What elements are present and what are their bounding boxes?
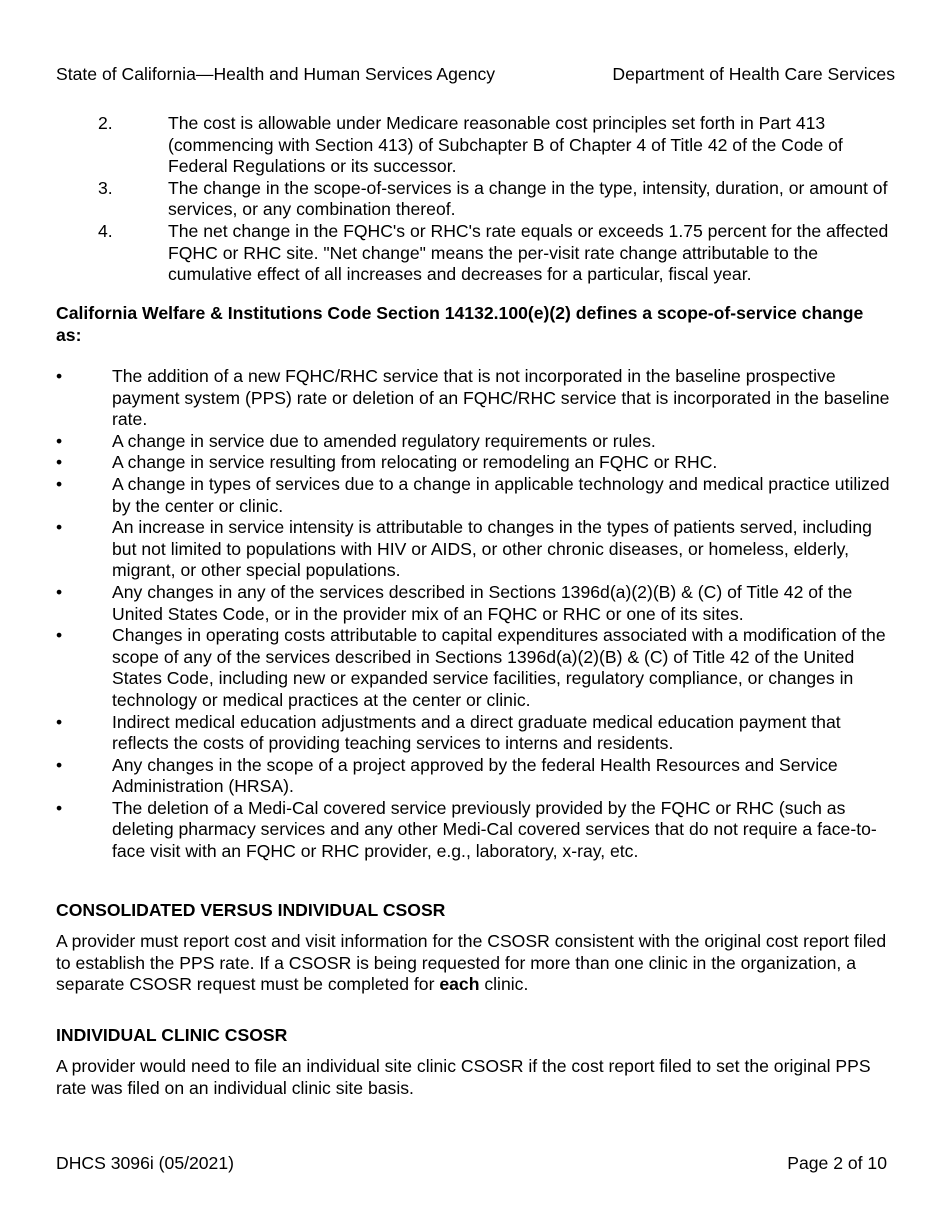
- list-item-text: A change in service due to amended regulatory requirements or rules.: [112, 430, 656, 451]
- consolidated-paragraph: [56, 931, 891, 996]
- bullet-icon: •: [56, 517, 63, 538]
- list-item: [56, 582, 896, 625]
- list-item-text: A change in types of services due to a change in applicable technology and medical practice utilized by the center or clinic.: [112, 473, 890, 516]
- consolidated-text-start: A provider must report cost and visit information for the CSOSR consistent with the original cost report filed to establish the PPS rate. If a CSOSR is being requested for more than one clinic in the organization, a separate CSOSR request must be completed for: [56, 931, 887, 995]
- list-item-text: The addition of a new FQHC/RHC service that is not incorporated in the baseline prospective payment system (PPS) rate or deletion of an FQHC/RHC service that is incorporated in the baseline rate.: [112, 366, 890, 430]
- bullet-icon: •: [56, 366, 63, 386]
- bullet-icon: •: [56, 430, 63, 451]
- list-item-text: Any changes in any of the services described in Sections 1396d(a)(2)(B) & (C) of Title 42 of the United States Code, or in the provider mix of an FQHC or RHC or one of its sites.: [112, 581, 853, 624]
- list-item-text: A change in service resulting from relocating or remodeling an FQHC or RHC.: [112, 452, 718, 473]
- bullet-icon: •: [56, 711, 63, 732]
- welfare-code-heading: California Welfare & Institutions Code Section 14132.100(e)(2) defines a scope-of-service change as:: [56, 303, 864, 345]
- item-number: 4.: [98, 220, 113, 241]
- item-text: The change in the scope-of-services is a change in the type, intensity, duration, or amount of services, or any combination thereof.: [168, 177, 888, 220]
- bullet-icon: •: [56, 625, 63, 646]
- bullet-icon: •: [56, 797, 63, 818]
- list-item: [56, 798, 896, 863]
- numbered-item: [56, 113, 896, 178]
- numbered-item: [56, 221, 896, 286]
- consolidated-text-end: clinic.: [479, 974, 529, 995]
- scope-change-bullet-list: [56, 366, 896, 863]
- bullet-icon: •: [56, 754, 63, 775]
- consolidated-text-bold: each: [439, 974, 480, 995]
- item-number: 2.: [98, 113, 113, 133]
- header-agency: State of California—Health and Human Services Agency: [56, 64, 496, 84]
- list-item: [56, 431, 896, 453]
- numbered-item: [56, 178, 896, 221]
- list-item: [56, 474, 896, 517]
- list-item-text: Any changes in the scope of a project approved by the federal Health Resources and Service Administration (HRSA).: [112, 754, 838, 797]
- numbered-list: [56, 113, 896, 286]
- list-item: [56, 755, 896, 798]
- bullet-icon: •: [56, 452, 63, 473]
- list-item: [56, 712, 896, 755]
- consolidated-heading: CONSOLIDATED VERSUS INDIVIDUAL CSOSR: [56, 900, 446, 920]
- footer-form-number: DHCS 3096i (05/2021): [56, 1153, 234, 1173]
- list-item-text: The deletion of a Medi-Cal covered service previously provided by the FQHC or RHC (such as deleting pharmacy services and any other Medi-Cal covered services that do not require a face-to-face visit with an FQHC or RHC provider, e.g., laboratory, x-ray, etc.: [112, 797, 877, 862]
- list-item-text: An increase in service intensity is attributable to changes in the types of patients served, including but not limited to populations with HIV or AIDS, or other chronic diseases, or homeless, elderly, migrant, or other special populations.: [112, 517, 872, 581]
- list-item-text: Changes in operating costs attributable to capital expenditures associated with a modification of the scope of any of the services described in Sections 1396d(a)(2)(B) & (C) of Title 42 of the United States Code, including new or expanded service facilities, regulatory compliance, or changes in technology or medical practices at the center or clinic.: [112, 625, 886, 710]
- individual-clinic-paragraph: A provider would need to file an individual site clinic CSOSR if the cost report filed to set the original PPS rate was filed on an individual clinic site basis.: [56, 1056, 871, 1098]
- list-item: [56, 517, 896, 582]
- list-item-text: Indirect medical education adjustments and a direct graduate medical education payment that reflects the costs of providing teaching services to interns and residents.: [112, 711, 841, 754]
- list-item: [56, 452, 896, 474]
- list-item: [56, 625, 896, 711]
- individual-clinic-heading: INDIVIDUAL CLINIC CSOSR: [56, 1025, 288, 1045]
- bullet-icon: •: [56, 581, 63, 602]
- footer-page-number: Page 2 of 10: [787, 1153, 887, 1173]
- list-item: [56, 366, 896, 431]
- bullet-icon: •: [56, 473, 63, 494]
- header-department: Department of Health Care Services: [612, 64, 895, 84]
- item-text: The cost is allowable under Medicare reasonable cost principles set forth in Part 413 (commencing with Section 413) of Subchapter B of Chapter 4 of Title 42 of the Code of Federal Regulations or its successor.: [168, 113, 843, 177]
- item-number: 3.: [98, 177, 113, 198]
- item-text: The net change in the FQHC's or RHC's rate equals or exceeds 1.75 percent for the affected FQHC or RHC site. "Net change" means the per-visit rate change attributable to the cumulative effect of all increases and decreases for a particular, fiscal year.: [168, 220, 889, 285]
